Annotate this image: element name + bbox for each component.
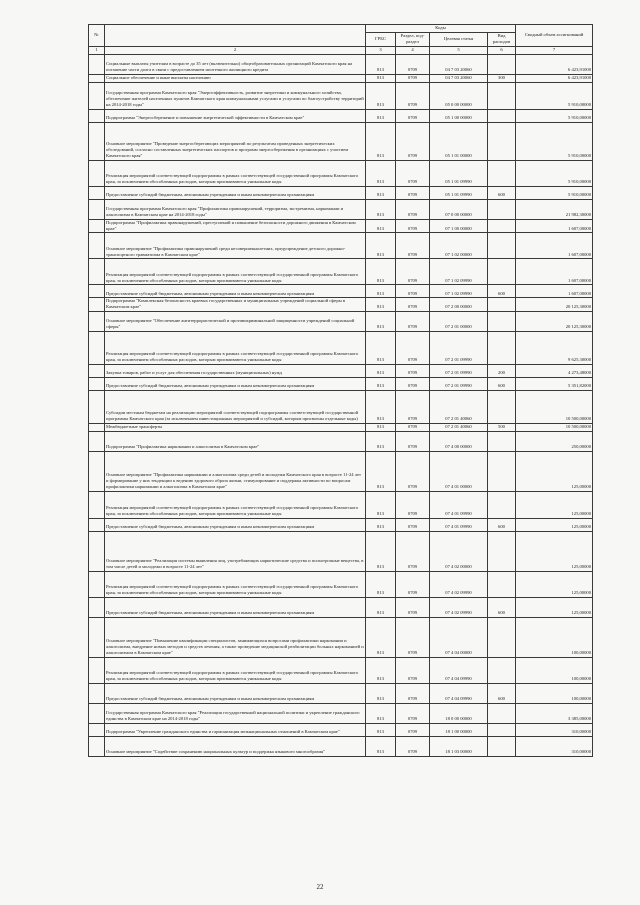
row-number xyxy=(89,724,105,737)
row-section: 0709 xyxy=(396,432,430,452)
table-row xyxy=(89,312,593,332)
row-amount: 125,00000 xyxy=(516,519,593,532)
row-number xyxy=(89,378,105,391)
row-name: Основное мероприятие "Реализация системы выявления лиц, употребляющих наркотические средства и психотропные вещества, в том числе детей и молодежи в возрасте 11-24 лет" xyxy=(105,532,366,572)
row-name: Подпрограмма "Профилактика наркомании и алкоголизма в Камчатском крае" xyxy=(105,432,366,452)
row-expense-type xyxy=(488,737,516,757)
row-section: 0709 xyxy=(396,74,430,82)
row-amount: 5 910,00000 xyxy=(516,186,593,199)
row-name: Государственная программа Камчатского края "Реализация государственной национальной политики и укрепление гражданского единства в Камчатском крае на 2014-2018 годы" xyxy=(105,704,366,724)
row-section: 0709 xyxy=(396,54,430,74)
table-row xyxy=(89,598,593,618)
row-grbs: 813 xyxy=(366,737,396,757)
row-grbs: 813 xyxy=(366,519,396,532)
table-row xyxy=(89,452,593,492)
row-amount: 125,00000 xyxy=(516,532,593,572)
row-section: 0709 xyxy=(396,618,430,658)
row-section: 0709 xyxy=(396,312,430,332)
row-amount: 100,00000 xyxy=(516,618,593,658)
row-number xyxy=(89,259,105,285)
row-target-article: 05 1 01 09990 xyxy=(430,160,488,186)
header-section: Раздел, под-раздел xyxy=(396,32,430,46)
row-target-article: 04 7 03 20060 xyxy=(430,54,488,74)
row-expense-type xyxy=(488,233,516,259)
row-grbs: 813 xyxy=(366,724,396,737)
row-amount: 5 910,00000 xyxy=(516,109,593,122)
table-row xyxy=(89,391,593,424)
row-grbs: 813 xyxy=(366,312,396,332)
row-number xyxy=(89,658,105,684)
row-section: 0709 xyxy=(396,122,430,160)
row-section: 0709 xyxy=(396,199,430,219)
row-section: 0709 xyxy=(396,365,430,378)
row-grbs: 813 xyxy=(366,492,396,519)
row-grbs: 813 xyxy=(366,298,396,312)
row-name: Подпрограмма "Профилактика правонарушений, преступлений и повышение безопасности дорожного движения в Камчатском крае" xyxy=(105,219,366,233)
row-expense-type xyxy=(488,82,516,109)
row-grbs: 813 xyxy=(366,54,396,74)
row-number xyxy=(89,233,105,259)
row-expense-type xyxy=(488,724,516,737)
row-number xyxy=(89,598,105,618)
row-section: 0709 xyxy=(396,298,430,312)
row-expense-type: 500 xyxy=(488,424,516,432)
header-num: № xyxy=(89,25,105,47)
row-amount: 10 500,00000 xyxy=(516,391,593,424)
row-number xyxy=(89,74,105,82)
row-section: 0709 xyxy=(396,532,430,572)
row-target-article: 07 2 01 40060 xyxy=(430,424,488,432)
row-target-article: 07 1 02 09990 xyxy=(430,285,488,298)
row-grbs: 813 xyxy=(366,452,396,492)
row-grbs: 813 xyxy=(366,219,396,233)
row-amount: 20 125,30000 xyxy=(516,298,593,312)
row-grbs: 813 xyxy=(366,391,396,424)
row-grbs: 813 xyxy=(366,378,396,391)
row-number xyxy=(89,186,105,199)
row-name: Предоставление субсидий бюджетным, автономным учреждениям и иным некоммерческим организациям xyxy=(105,684,366,704)
row-expense-type xyxy=(488,259,516,285)
row-number xyxy=(89,519,105,532)
row-name: Субсидии местным бюджетам на реализацию мероприятий соответствующей подпрограммы соответствующей государственной программы Камчатского края (за исключением инвестиционных мероприятий и субсидий, которым присвоены отдельные коды) xyxy=(105,391,366,424)
row-number xyxy=(89,160,105,186)
row-expense-type xyxy=(488,332,516,365)
row-amount: 1 607,00000 xyxy=(516,259,593,285)
row-name: Основное мероприятие "Содействие сохранению национальных культур и поддержка языкового многообразия" xyxy=(105,737,366,757)
row-target-article: 07 2 01 09990 xyxy=(430,365,488,378)
column-number: 1 xyxy=(89,46,105,54)
row-target-article: 05 1 01 09990 xyxy=(430,186,488,199)
table-header xyxy=(89,25,593,55)
row-number xyxy=(89,199,105,219)
row-amount: 1 607,00000 xyxy=(516,233,593,259)
row-name: Реализация мероприятий соответствующей подпрограммы в рамках соответствующей государственной программы Камчатского края, за исключением обособленных расходов, которым присваиваются уникальные коды xyxy=(105,332,366,365)
row-target-article: 07 4 00 00000 xyxy=(430,432,488,452)
row-amount: 5 910,00000 xyxy=(516,160,593,186)
row-target-article: 07 2 01 00000 xyxy=(430,312,488,332)
row-name: Основное мероприятие "Профилактика наркомании и алкоголизма среди детей и молодежи Камчатского края в возрасте 11-24 лет и формирование у них тенденции к ведению здорового образа жизни, стимулирование и поддержка активности по вопросам профилактики наркомании и алкоголизма в Камчатском крае" xyxy=(105,452,366,492)
row-expense-type xyxy=(488,658,516,684)
row-section: 0709 xyxy=(396,704,430,724)
row-target-article: 07 4 01 00000 xyxy=(430,452,488,492)
row-name: Государственная программа Камчатского края "Профилактика правонарушений, терроризма, экстремизма, наркомании и алкоголизма в Камчатском крае на 2014-2018 годы" xyxy=(105,199,366,219)
row-number xyxy=(89,618,105,658)
table-row xyxy=(89,658,593,684)
row-number xyxy=(89,684,105,704)
table-row xyxy=(89,109,593,122)
header-grbs: ГРБС xyxy=(366,32,396,46)
table-row xyxy=(89,160,593,186)
row-name: Подпрограмма "Энергосбережение и повышение энергетической эффективности в Камчатском крае" xyxy=(105,109,366,122)
header-vr: Вид расходов xyxy=(488,32,516,46)
row-amount: 310,00000 xyxy=(516,737,593,757)
row-grbs: 813 xyxy=(366,618,396,658)
row-name: Предоставление субсидий бюджетным, автономным учреждениям и иным некоммерческим организациям xyxy=(105,598,366,618)
row-target-article: 07 4 04 09990 xyxy=(430,684,488,704)
column-number: 3 xyxy=(366,46,396,54)
row-name: Основное мероприятие "Профилактика правонарушений среди несовершеннолетних, предупреждение детского дорожно-транспортного травматизма в Камчатском крае" xyxy=(105,233,366,259)
header-sum: Сводный объем ассигнований xyxy=(516,25,593,47)
row-name: Основное мероприятие "Проведение энергосберегающих мероприятий по результатам проведенных энергетических обследований, согласно составленных энергетических паспортов и программ энергосбережения в организациях с участием Камчатского края" xyxy=(105,122,366,160)
row-section: 0709 xyxy=(396,259,430,285)
row-section: 0709 xyxy=(396,82,430,109)
row-expense-type xyxy=(488,122,516,160)
row-grbs: 813 xyxy=(366,572,396,598)
row-amount: 20 125,30000 xyxy=(516,312,593,332)
row-section: 0709 xyxy=(396,285,430,298)
row-section: 0709 xyxy=(396,519,430,532)
row-section: 0709 xyxy=(396,598,430,618)
page-number: 22 xyxy=(316,883,324,891)
row-number xyxy=(89,704,105,724)
row-amount: 100,00000 xyxy=(516,684,593,704)
table-row xyxy=(89,424,593,432)
row-amount: 310,00000 xyxy=(516,724,593,737)
row-expense-type xyxy=(488,432,516,452)
header-csr: Целевая статья xyxy=(430,32,488,46)
row-amount: 5 351,82000 xyxy=(516,378,593,391)
row-target-article: 07 1 02 00000 xyxy=(430,233,488,259)
table-row xyxy=(89,82,593,109)
row-target-article: 05 1 00 00000 xyxy=(430,109,488,122)
row-target-article: 07 2 00 00000 xyxy=(430,298,488,312)
row-number xyxy=(89,365,105,378)
row-number xyxy=(89,532,105,572)
row-name: Реализация мероприятий соответствующей подпрограммы в рамках соответствующей государственной программы Камчатского края, за исключением обособленных расходов, которым присваиваются уникальные коды xyxy=(105,259,366,285)
table-row xyxy=(89,54,593,74)
row-target-article: 05 0 00 00000 xyxy=(430,82,488,109)
row-amount: 125,00000 xyxy=(516,492,593,519)
header-name xyxy=(105,25,366,47)
row-grbs: 813 xyxy=(366,432,396,452)
table-row xyxy=(89,365,593,378)
row-name: Предоставление субсидий бюджетным, автономным учреждениям и иным некоммерческим организациям xyxy=(105,378,366,391)
row-expense-type xyxy=(488,298,516,312)
row-amount: 250,00000 xyxy=(516,432,593,452)
row-number xyxy=(89,312,105,332)
row-target-article: 07 4 02 00000 xyxy=(430,532,488,572)
row-target-article: 07 1 00 00000 xyxy=(430,219,488,233)
row-name: Предоставление субсидий бюджетным, автономным учреждениям и иным некоммерческим организациям xyxy=(105,186,366,199)
row-grbs: 813 xyxy=(366,259,396,285)
table-row xyxy=(89,233,593,259)
row-expense-type: 600 xyxy=(488,519,516,532)
row-target-article: 07 4 04 00000 xyxy=(430,618,488,658)
row-grbs: 813 xyxy=(366,285,396,298)
row-target-article: 18 1 03 00000 xyxy=(430,737,488,757)
row-name: Предоставление субсидий бюджетным, автономным учреждениям и иным некоммерческим организациям xyxy=(105,285,366,298)
row-amount: 21 982,30000 xyxy=(516,199,593,219)
row-amount: 3 385,00000 xyxy=(516,704,593,724)
row-name: Межбюджетные трансферты xyxy=(105,424,366,432)
row-expense-type xyxy=(488,312,516,332)
row-amount: 9 625,30000 xyxy=(516,332,593,365)
row-grbs: 813 xyxy=(366,424,396,432)
row-name: Государственная программа Камчатского края "Энергоэффективность, развитие энергетики и коммунального хозяйства, обеспечение жителей населенных пунктов Камчатского края коммунальными услугами и услугами по благоустройству территорий на 2014-2018 годы" xyxy=(105,82,366,109)
row-name: Социальные выплаты учителям в возрасте до 35 лет (включительно) общеобразовательных организаций Камчатского края на погашение части долга в связи с предоставлением ипотечного жилищного кредита xyxy=(105,54,366,74)
row-expense-type xyxy=(488,391,516,424)
row-expense-type: 600 xyxy=(488,684,516,704)
table-body xyxy=(89,54,593,757)
row-name: Реализация мероприятий соответствующей подпрограммы в рамках соответствующей государственной программы Камчатского края, за исключением обособленных расходов, которым присваиваются уникальные коды xyxy=(105,492,366,519)
row-grbs: 813 xyxy=(366,109,396,122)
row-expense-type xyxy=(488,572,516,598)
row-target-article: 07 4 01 09990 xyxy=(430,519,488,532)
row-grbs: 813 xyxy=(366,160,396,186)
row-expense-type xyxy=(488,704,516,724)
row-target-article: 07 0 00 00000 xyxy=(430,199,488,219)
row-amount: 4 273,48000 xyxy=(516,365,593,378)
row-number xyxy=(89,737,105,757)
column-number: 6 xyxy=(488,46,516,54)
table-row xyxy=(89,219,593,233)
row-section: 0709 xyxy=(396,424,430,432)
row-grbs: 813 xyxy=(366,233,396,259)
row-section: 0709 xyxy=(396,219,430,233)
column-number: 4 xyxy=(396,46,430,54)
row-number xyxy=(89,285,105,298)
table-row xyxy=(89,332,593,365)
table-row xyxy=(89,572,593,598)
row-target-article: 04 7 03 20060 xyxy=(430,74,488,82)
row-section: 0709 xyxy=(396,737,430,757)
row-target-article: 07 4 02 09990 xyxy=(430,598,488,618)
row-number xyxy=(89,432,105,452)
row-number xyxy=(89,572,105,598)
row-target-article: 07 4 02 09990 xyxy=(430,572,488,598)
row-name: Подпрограмма "Укрепление гражданского единства и гармонизация межнациональных отношений в Камчатском крае" xyxy=(105,724,366,737)
row-expense-type xyxy=(488,199,516,219)
row-number xyxy=(89,219,105,233)
row-section: 0709 xyxy=(396,378,430,391)
row-grbs: 813 xyxy=(366,704,396,724)
column-number: 2 xyxy=(105,46,366,54)
row-section: 0709 xyxy=(396,160,430,186)
row-grbs: 813 xyxy=(366,598,396,618)
table-row xyxy=(89,186,593,199)
row-target-article: 07 1 02 09990 xyxy=(430,259,488,285)
row-name: Основное мероприятие "Обеспечение антитеррористической и противокриминальной защищенности учреждений социальной сферы" xyxy=(105,312,366,332)
row-expense-type xyxy=(488,219,516,233)
row-grbs: 813 xyxy=(366,186,396,199)
table-row xyxy=(89,285,593,298)
row-target-article: 07 4 01 09990 xyxy=(430,492,488,519)
header-codes: Коды xyxy=(366,25,516,33)
row-grbs: 813 xyxy=(366,82,396,109)
row-section: 0709 xyxy=(396,492,430,519)
row-amount: 6 423,91000 xyxy=(516,54,593,74)
table-row xyxy=(89,199,593,219)
row-expense-type: 300 xyxy=(488,74,516,82)
row-amount: 125,00000 xyxy=(516,452,593,492)
row-number xyxy=(89,82,105,109)
row-amount: 5 910,00000 xyxy=(516,82,593,109)
row-grbs: 813 xyxy=(366,658,396,684)
table-row xyxy=(89,122,593,160)
row-expense-type xyxy=(488,109,516,122)
row-number xyxy=(89,391,105,424)
row-number xyxy=(89,122,105,160)
row-name: Закупка товаров, работ и услуг для обеспечения государственных (муниципальных) нужд xyxy=(105,365,366,378)
row-number xyxy=(89,492,105,519)
row-expense-type: 600 xyxy=(488,285,516,298)
row-grbs: 813 xyxy=(366,532,396,572)
row-number xyxy=(89,332,105,365)
row-target-article: 05 1 01 00000 xyxy=(430,122,488,160)
row-name: Предоставление субсидий бюджетным, автономным учреждениям и иным некоммерческим организациям xyxy=(105,519,366,532)
row-expense-type xyxy=(488,532,516,572)
table-row xyxy=(89,532,593,572)
row-amount: 1 607,00000 xyxy=(516,219,593,233)
budget-table xyxy=(88,24,593,757)
table-row xyxy=(89,519,593,532)
row-target-article: 07 2 01 40060 xyxy=(430,391,488,424)
table-row xyxy=(89,704,593,724)
row-expense-type: 600 xyxy=(488,186,516,199)
table-row xyxy=(89,378,593,391)
row-expense-type xyxy=(488,54,516,74)
row-target-article: 07 2 01 09990 xyxy=(430,332,488,365)
row-amount: 125,00000 xyxy=(516,598,593,618)
row-number xyxy=(89,424,105,432)
row-section: 0709 xyxy=(396,452,430,492)
row-grbs: 813 xyxy=(366,684,396,704)
table-row xyxy=(89,724,593,737)
row-number xyxy=(89,54,105,74)
row-expense-type: 200 xyxy=(488,365,516,378)
column-number: 7 xyxy=(516,46,593,54)
row-target-article: 07 4 04 09990 xyxy=(430,658,488,684)
row-amount: 1 607,00000 xyxy=(516,285,593,298)
table-row xyxy=(89,618,593,658)
row-target-article: 07 2 01 09990 xyxy=(430,378,488,391)
row-name: Реализация мероприятий соответствующей подпрограммы в рамках соответствующей государственной программы Камчатского края, за исключением обособленных расходов, которым присваиваются уникальные коды xyxy=(105,658,366,684)
row-name: Реализация мероприятий соответствующей подпрограммы в рамках соответствующей государственной программы Камчатского края, за исключением обособленных расходов, которым присваиваются уникальные коды xyxy=(105,572,366,598)
row-section: 0709 xyxy=(396,186,430,199)
row-grbs: 813 xyxy=(366,122,396,160)
row-name: Подпрограмма "Комплексная безопасность краевых государственных и муниципальных учреждений социальной сферы в Камчатском крае" xyxy=(105,298,366,312)
row-section: 0709 xyxy=(396,572,430,598)
row-amount: 6 423,91000 xyxy=(516,74,593,82)
row-section: 0709 xyxy=(396,724,430,737)
row-target-article: 18 1 00 00000 xyxy=(430,724,488,737)
row-name: Реализация мероприятий соответствующей подпрограммы в рамках соответствующей государственной программы Камчатского края, за исключением обособленных расходов, которым присваиваются уникальные коды xyxy=(105,160,366,186)
row-expense-type: 600 xyxy=(488,598,516,618)
row-name: Основное мероприятие "Повышение квалификации специалистов, занимающихся вопросами профилактики наркомании и алкоголизма, внедрение новых методов и средств лечения, а также проведение медицинской реабилитации больных наркоманией и алкоголизмом в Камчатском крае" xyxy=(105,618,366,658)
row-number xyxy=(89,298,105,312)
table-row xyxy=(89,684,593,704)
row-amount: 10 500,00000 xyxy=(516,424,593,432)
row-expense-type xyxy=(488,160,516,186)
row-section: 0709 xyxy=(396,233,430,259)
row-grbs: 813 xyxy=(366,74,396,82)
row-name: Социальное обеспечение и иные выплаты населению xyxy=(105,74,366,82)
column-number-row xyxy=(89,46,593,54)
row-number xyxy=(89,109,105,122)
row-amount: 125,00000 xyxy=(516,572,593,598)
row-section: 0709 xyxy=(396,109,430,122)
table-row xyxy=(89,74,593,82)
table-row xyxy=(89,298,593,312)
row-number xyxy=(89,452,105,492)
row-section: 0709 xyxy=(396,332,430,365)
table-row xyxy=(89,737,593,757)
row-target-article: 18 0 00 00000 xyxy=(430,704,488,724)
row-expense-type xyxy=(488,452,516,492)
row-section: 0709 xyxy=(396,658,430,684)
table-row xyxy=(89,432,593,452)
row-grbs: 813 xyxy=(366,332,396,365)
column-number: 5 xyxy=(430,46,488,54)
table-row xyxy=(89,259,593,285)
row-expense-type xyxy=(488,492,516,519)
row-section: 0709 xyxy=(396,684,430,704)
row-amount: 5 910,00000 xyxy=(516,122,593,160)
row-expense-type xyxy=(488,618,516,658)
row-grbs: 813 xyxy=(366,199,396,219)
row-section: 0709 xyxy=(396,391,430,424)
table-row xyxy=(89,492,593,519)
row-amount: 100,00000 xyxy=(516,658,593,684)
row-grbs: 813 xyxy=(366,365,396,378)
row-expense-type: 600 xyxy=(488,378,516,391)
